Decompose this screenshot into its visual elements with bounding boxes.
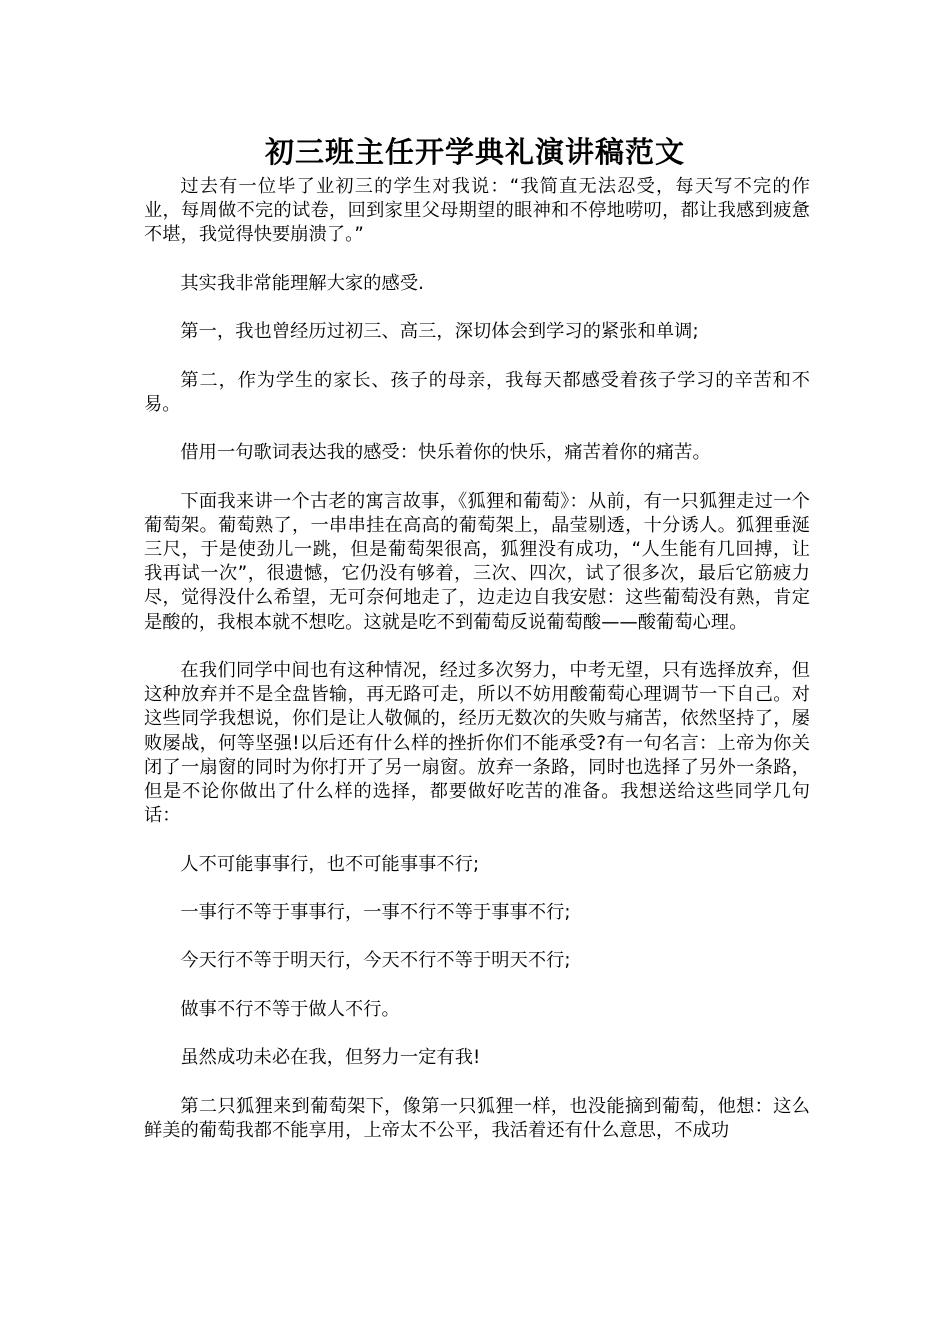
- paragraph-8: 人不可能事事行，也不可能事事不行;: [180, 853, 480, 875]
- paragraph-5: 借用一句歌词表达我的感受：快乐着你的快乐，痛苦着你的痛苦。: [180, 442, 711, 464]
- paragraph-7: 在我们同学中间也有这种情况，经过多次努力，中考无望，只有选择放弃，但这种放弃并不是全盘皆输，再无路可走，所以不妨用酸葡萄心理调节一下自己。对这些同学我想说，你们是让人敬佩的，经历无数次的失败与痛苦，依然坚持了，屡败屡战，何等坚强!以后还有什么样的挫折你们不能承受?有一句名言：上帝为你关闭了一扇窗的同时为你打开了另一扇窗。放弃一条路，同时也选择了另外一条路，但是不论你做出了什么样的选择，都要做好吃苦的准备。我想送给这些同学几句话：: [144, 659, 810, 827]
- paragraph-11: 做事不行不等于做人不行。: [180, 998, 400, 1020]
- paragraph-6: 下面我来讲一个古老的寓言故事，《狐狸和葡萄》：从前，有一只狐狸走过一个葡萄架。葡萄熟了，一串串挂在高高的葡萄架上，晶莹剔透，十分诱人。狐狸垂涎三尺，于是使劲儿一跳，但是葡萄架很高，狐狸没有成功，“人生能有几回搏，让我再试一次”，很遗憾，它仍没有够着，三次、四次，试了很多次，最后它筋疲力尽，觉得没什么希望，无可奈何地走了，边走边自我安慰：这些葡萄没有熟，肯定是酸的，我根本就不想吃。这就是吃不到葡萄反说葡萄酸——酸葡萄心理。: [144, 490, 810, 633]
- paragraph-1: 过去有一位毕了业初三的学生对我说：“我简直无法忍受，每天写不完的作业，每周做不完的试卷，回到家里父母期望的眼神和不停地唠叨，都让我感到疲惫不堪，我觉得快要崩溃了。”: [144, 176, 810, 246]
- paragraph-3: 第一，我也曾经历过初三、高三，深切体会到学习的紧张和单调;: [180, 321, 699, 343]
- document-body: [144, 175, 810, 1143]
- document-title: 初三班主任开学典礼演讲稿范文: [264, 135, 685, 169]
- paragraph-13: 第二只狐狸来到葡萄架下，像第一只狐狸一样，也没能摘到葡萄，他想：这么鲜美的葡萄我都不能享用，上帝太不公平，我活着还有什么意思，不成功: [144, 1095, 810, 1141]
- paragraph-12: 虽然成功未必在我，但努力一定有我!: [180, 1047, 481, 1069]
- paragraph-2: 其实我非常能理解大家的感受.: [180, 272, 425, 294]
- paragraph-9: 一事行不等于事事行，一事不行不等于事事不行;: [180, 901, 571, 923]
- paragraph-4: 第二，作为学生的家长、孩子的母亲，我每天都感受着孩子学习的辛苦和不易。: [144, 369, 810, 415]
- paragraph-10: 今天行不等于明天行，今天不行不等于明天不行;: [180, 950, 571, 972]
